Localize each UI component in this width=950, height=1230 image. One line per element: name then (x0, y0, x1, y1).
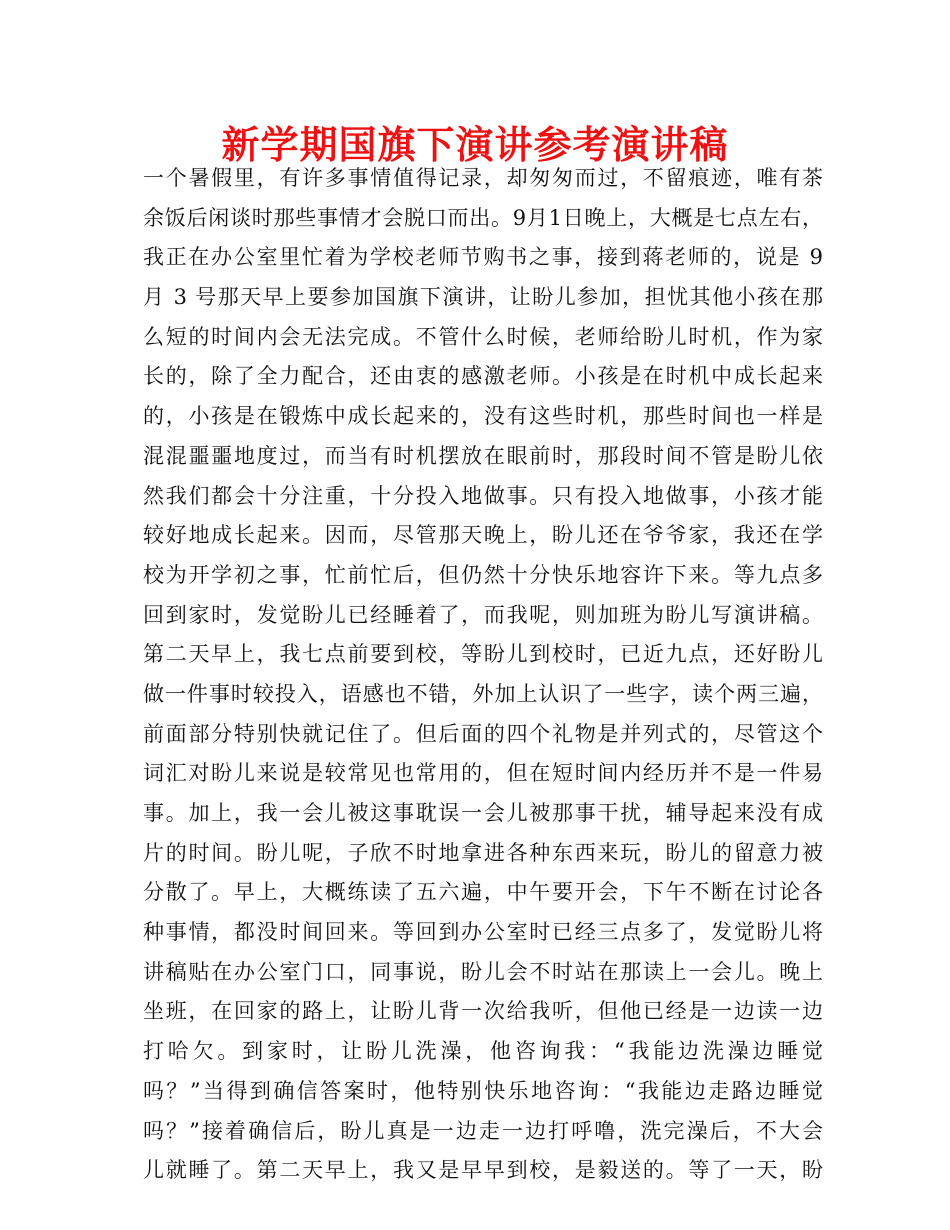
body-line: 我正在办公室里忙着为学校老师节购书之事，接到蒋老师的，说是 9 (143, 245, 823, 270)
body-line: 校为开学初之事，忙前忙后，但仍然十分快乐地容许下来。等九点多 (143, 562, 823, 587)
body-line: 么短的时间内会无法完成。不管什么时候，老师给盼儿时机，作为家 (143, 324, 823, 349)
body-line: 种事情，都没时间回来。等回到办公室时已经三点多了，发觉盼儿将 (143, 920, 823, 945)
body-line: 吗？”接着确信后，盼儿真是一边走一边打呼噜，洗完澡后，不大会 (143, 1118, 823, 1143)
body-line: 第二天早上，我七点前要到校，等盼儿到校时，已近九点，还好盼儿 (143, 642, 823, 667)
document-title: 新学期国旗下演讲参考演讲稿 (221, 123, 729, 167)
body-line: 前面部分特别快就记住了。但后面的四个礼物是并列式的，尽管这个 (143, 721, 823, 746)
body-line: 儿就睡了。第二天早上，我又是早早到校，是毅送的。等了一天，盼 (143, 1158, 823, 1183)
body-line: 做一件事时较投入，语感也不错，外加上认识了一些字，读个两三遍， (143, 681, 823, 706)
body-line: 然我们都会十分注重，十分投入地做事。只有投入地做事，小孩才能 (143, 483, 823, 508)
body-line: 一个暑假里，有许多事情值得记录，却匆匆而过，不留痕迹，唯有茶 (143, 166, 823, 190)
body-line: 坐班，在回家的路上，让盼儿背一次给我听，但他已经是一边读一边 (143, 999, 823, 1024)
body-line: 长的，除了全力配合，还由衷的感激老师。小孩是在时机中成长起来 (143, 364, 823, 389)
body-line: 事。加上，我一会儿被这事耽误一会儿被那事干扰，辅导起来没有成 (143, 801, 823, 825)
body-line: 片的时间。盼儿呢，子欣不时地拿进各种东西来玩，盼儿的留意力被 (143, 840, 823, 865)
document-body (143, 159, 823, 1191)
body-line: 词汇对盼儿来说是较常见也常用的，但在短时间内经历并不是一件易 (143, 761, 823, 786)
body-line: 回到家时，发觉盼儿已经睡着了，而我呢，则加班为盼儿写演讲稿。 (143, 602, 823, 627)
body-line: 月 3 号那天早上要参加国旗下演讲，让盼儿参加，担忧其他小孩在那 (143, 285, 823, 310)
body-line: 吗？”当得到确信答案时，他特别快乐地咨询：“我能边走路边睡觉 (143, 1078, 823, 1103)
body-line: 混混噩噩地度过，而当有时机摆放在眼前时，那段时间不管是盼儿依 (143, 443, 823, 468)
body-line: 分散了。早上，大概练读了五六遍，中午要开会，下午不断在讨论各 (143, 880, 823, 905)
body-line: 较好地成长起来。因而，尽管那天晚上，盼儿还在爷爷家，我还在学 (143, 523, 823, 548)
body-line: 打哈欠。到家时，让盼儿洗澡，他咨询我：“我能边洗澡边睡觉 (143, 1039, 823, 1064)
body-line: 余饭后闲谈时那些事情才会脱口而出。9月1日晚上，大概是七点左右， (143, 205, 823, 230)
body-line: 的，小孩是在锻炼中成长起来的，没有这些时机，那些时间也一样是 (143, 404, 823, 429)
body-line: 讲稿贴在办公室门口，同事说，盼儿会不时站在那读上一会儿。晚上 (143, 959, 823, 984)
